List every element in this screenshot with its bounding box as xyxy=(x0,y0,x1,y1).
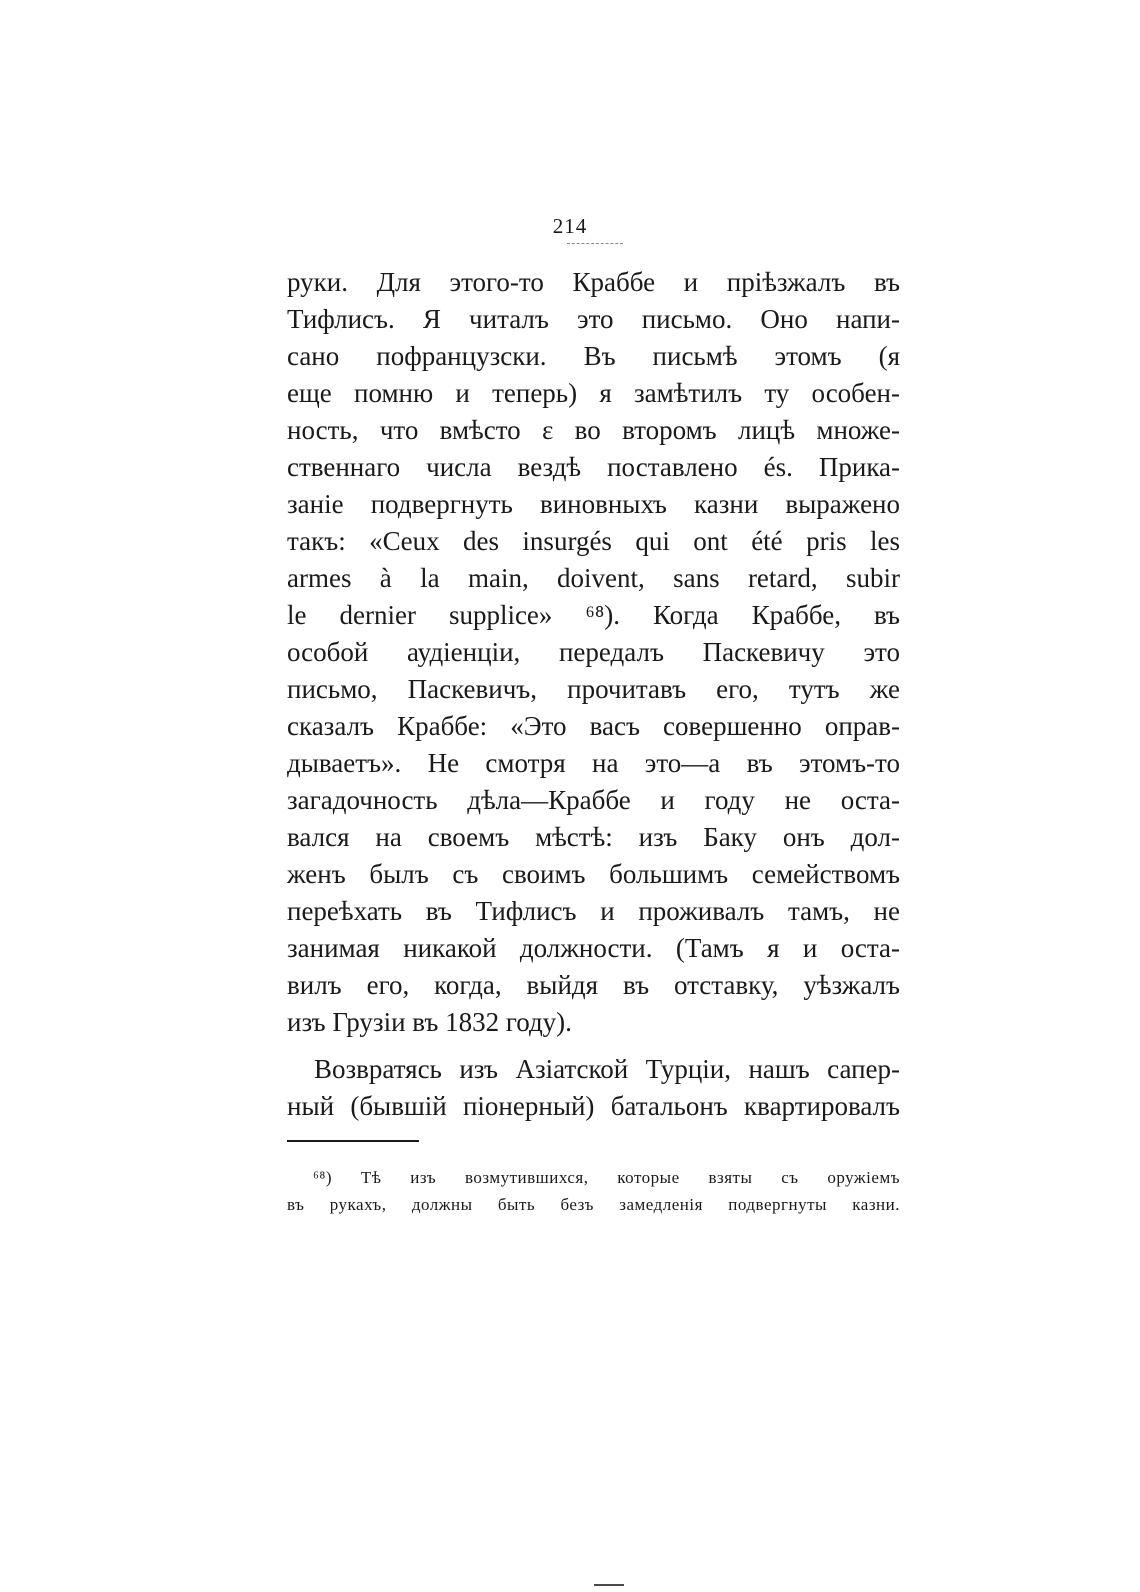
text-line: письмо, Паскевичъ, прочитавъ его, тутъ же xyxy=(287,674,900,704)
main-text xyxy=(287,264,900,1125)
text-line: еще помню и теперь) я замѣтилъ ту особен- xyxy=(287,378,900,408)
text-line: женъ былъ съ своимъ большимъ семействомъ xyxy=(287,859,900,889)
bottom-edge-mark xyxy=(594,1584,624,1586)
text-line: занимая никакой должности. (Тамъ я и оста- xyxy=(287,933,900,963)
text-line: сано пофранцузски. Въ письмѣ этомъ (я xyxy=(287,341,900,371)
footnote-line: въ рукахъ, должны быть безъ замедленiя подвергнуты казни. xyxy=(287,1195,900,1214)
text-line: особой аудiенцiи, передалъ Паскевичу это xyxy=(287,637,900,667)
text-line: дываетъ». Не смотря на это—а въ этомъ-то xyxy=(287,748,900,778)
text-line: вался на своемъ мѣстѣ: изъ Баку онъ дол- xyxy=(287,822,900,852)
text-line: le dernier supplice» ⁶⁸). Когда Краббе, въ xyxy=(287,600,900,630)
text-line: загадочность дѣла—Краббе и году не оста- xyxy=(287,785,900,815)
text-line: ный (бывшiй пiонерный) батальонъ квартировалъ xyxy=(287,1091,900,1121)
page-number-underline xyxy=(567,243,623,244)
page-number: 214 xyxy=(552,214,588,238)
text-line: изъ Грузiи въ 1832 году). xyxy=(287,1007,572,1037)
text-line: переѣхать въ Тифлисъ и проживалъ тамъ, не xyxy=(287,896,900,926)
paragraph-first-line: Возвратясь изъ Азiатской Турцiи, нашъ сапер- xyxy=(314,1054,900,1084)
text-line: armes à la main, doivent, sans retard, subir xyxy=(287,563,900,593)
footnote-separator xyxy=(287,1140,419,1142)
text-line: руки. Для этого-то Краббе и прiѣзжалъ въ xyxy=(287,267,900,297)
text-line: занiе подвергнуть виновныхъ казни выражено xyxy=(287,489,900,519)
text-line: такъ: «Ceux des insurgés qui ont été pris les xyxy=(287,526,900,556)
text-line: ность, что вмѣсто ɛ во второмъ лицѣ множе- xyxy=(287,415,900,445)
text-line: вилъ его, когда, выйдя въ отставку, уѣзжалъ xyxy=(287,970,900,1000)
footnote xyxy=(287,1164,900,1218)
text-line: ственнаго числа вездѣ поставлено és. Прика- xyxy=(287,452,900,482)
text-line: сказалъ Краббе: «Это васъ совершенно оправ- xyxy=(287,711,900,741)
text-line: Тифлисъ. Я читалъ это письмо. Оно напи- xyxy=(287,304,900,334)
footnote-line: ⁶⁸) Тѣ изъ возмутившихся, которые взяты съ оружiемъ xyxy=(313,1168,900,1187)
